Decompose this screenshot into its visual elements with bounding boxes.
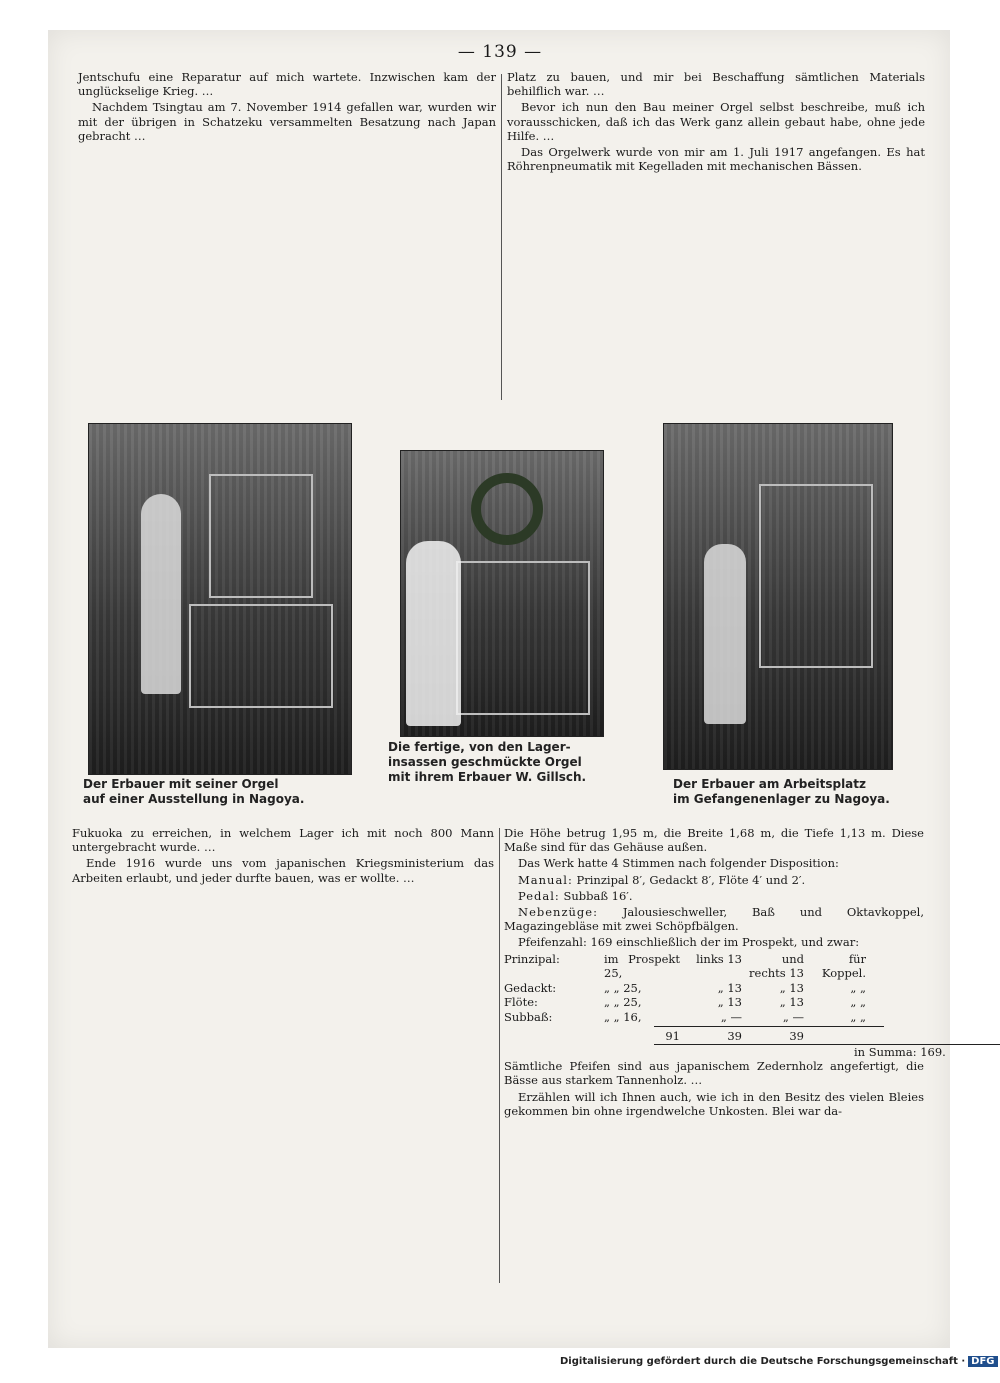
stop-name: Gedackt: — [504, 980, 557, 995]
table-row: Prinzipal: im Prospekt 25, links 13 und rechts 13 für Koppel. — [504, 951, 866, 981]
photo-organ-exhibition — [88, 423, 352, 775]
photo-workshop — [663, 423, 893, 770]
column-bottom-left — [72, 826, 494, 887]
nebenzuege-label: Nebenzüge: — [518, 905, 598, 920]
builder-figure — [141, 494, 181, 694]
pipe-sum: in Summa: 169. — [654, 1044, 1000, 1060]
builder-figure — [406, 541, 461, 726]
caption-left: Der Erbauer mit seiner Orgel auf einer Ausstellung in Nagoya. — [83, 777, 305, 806]
caption-center: Die fertige, von den Lager- insassen geschmückte Orgel mit ihrem Erbauer W. Gillsch. — [388, 740, 587, 784]
page-number: — 139 — — [457, 42, 543, 62]
paragraph: Die Höhe betrug 1,95 m, die Breite 1,68 m, die Tiefe 1,13 m. Diese Maße sind für das Gehäuse außen. — [504, 826, 924, 855]
paragraph: Pfeifenzahl: 169 einschließlich der im Prospekt, und zwar: — [518, 935, 860, 950]
column-bottom-right — [504, 826, 946, 1120]
paragraph: Nachdem Tsingtau am 7. November 1914 gefallen war, wurden wir mit der übrigen in Schatzeku versammelten Besatzung nach Japan gebracht … — [78, 100, 496, 143]
pipe-table — [504, 951, 946, 1060]
column-top-right — [507, 70, 925, 175]
paragraph: Das Orgelwerk wurde von mir am 1. Juli 1917 angefangen. Es hat Röhrenpneumatik mit Kegelladen mit mechanischen Bässen. — [507, 145, 925, 174]
paragraph: Platz zu bauen, und mir bei Beschaffung sämtlichen Materials behilflich war. … — [507, 70, 925, 99]
column-divider — [499, 828, 500, 1283]
builder-figure — [704, 544, 746, 724]
totals-row: 91 39 39 — [665, 1029, 804, 1044]
paragraph: Erzählen will ich Ihnen auch, wie ich in den Besitz des vielen Bleies gekommen bin ohne irgendwelche Unkosten. Blei war da- — [504, 1089, 924, 1118]
manual-label: Manual: — [518, 872, 573, 887]
caption-right: Der Erbauer am Arbeitsplatz im Gefangenenlager zu Nagoya. — [673, 777, 890, 806]
paragraph: Das Werk hatte 4 Stimmen nach folgender Disposition: — [518, 856, 839, 871]
pedal-line — [504, 889, 924, 903]
stop-name: Prinzipal: — [504, 951, 560, 966]
photo-finished-organ — [400, 450, 604, 737]
manual-text: Prinzipal 8′, Gedackt 8′, Flöte 4′ und 2′. — [576, 872, 806, 887]
footer — [560, 1356, 1000, 1367]
pedal-text: Subbaß 16′. — [563, 888, 633, 903]
stop-name: Subbaß: — [504, 1009, 553, 1024]
paragraph: Bevor ich nun den Bau meiner Orgel selbst beschreibe, muß ich vorausschicken, daß ich das Werk ganz allein gebaut habe, ohne jede Hilfe. … — [507, 100, 925, 143]
paragraph: Sämtliche Pfeifen sind aus japanischem Zedernholz angefertigt, die Bässe aus starkem Tannenholz. … — [504, 1059, 924, 1088]
organ-frame — [759, 484, 873, 668]
table-row: Gedackt: „ „ 25, „ 13 „ 13 „ „ — [504, 980, 866, 995]
dfg-logo: DFG — [968, 1356, 997, 1367]
pedal-label: Pedal: — [518, 888, 560, 903]
column-top-left — [78, 70, 496, 145]
organ-case — [456, 561, 590, 715]
paragraph: Jentschufu eine Reparatur auf mich wartete. Inzwischen kam der unglückselige Krieg. … — [78, 70, 496, 99]
paragraph: Fukuoka zu erreichen, in welchem Lager ich mit noch 800 Mann untergebracht wurde. … — [72, 826, 494, 855]
stop-name: Flöte: — [504, 995, 538, 1010]
paragraph: Ende 1916 wurde uns vom japanischen Kriegsministerium das Arbeiten erlaubt, und jeder durfte bauen, was er wollte. … — [72, 856, 494, 885]
organ-pipes — [209, 474, 313, 598]
nebenzuege-line — [504, 905, 924, 933]
wreath — [471, 473, 543, 545]
nebenzuege-text: Jalousieschweller, Baß und Oktavkoppel, Magazingebläse mit zwei Schöpfbälgen. — [504, 905, 924, 934]
manual-line — [504, 873, 924, 887]
sum-rule — [654, 1026, 884, 1027]
table-row: Flöte: „ „ 25, „ 13 „ 13 „ „ — [504, 995, 866, 1010]
footer-text: Digitalisierung gefördert durch die Deutsche Forschungsgemeinschaft · — [560, 1356, 966, 1367]
table-row: Subbaß: „ „ 16, „ — „ — „ „ — [504, 1009, 866, 1024]
organ-frame — [189, 604, 333, 708]
column-divider — [501, 74, 502, 400]
